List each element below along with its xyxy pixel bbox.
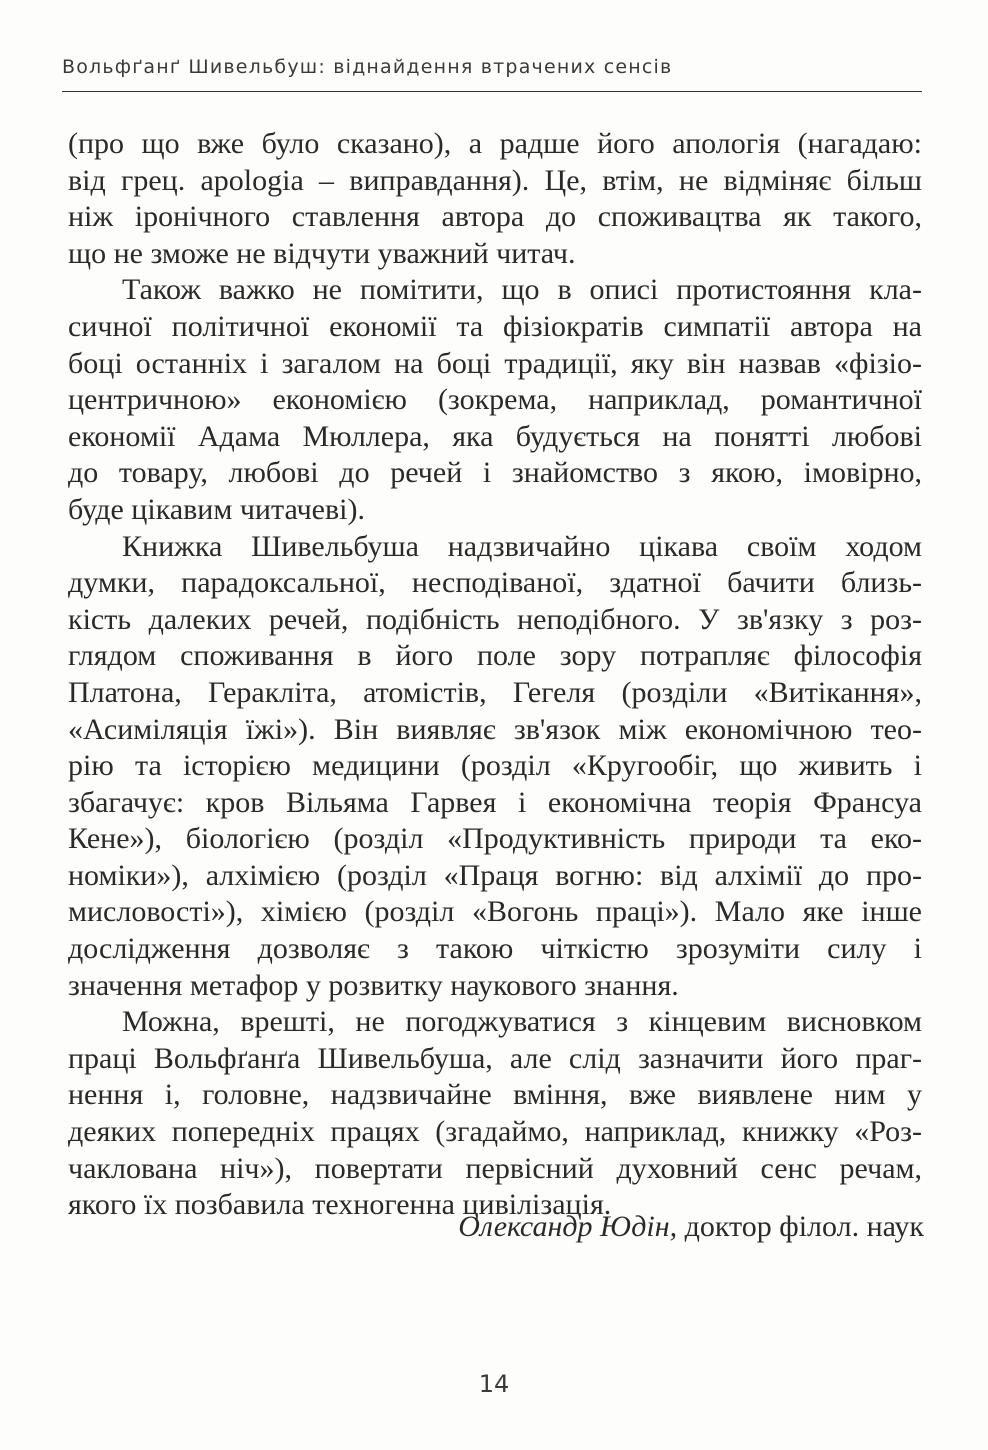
paragraph-line: праці Вольфґанґа Шивельбуша, але слід зазначити його праг-	[68, 1041, 922, 1075]
paragraph-line: центричною» економією (зокрема, наприклад, романтичної	[68, 383, 922, 417]
paragraph-line: Можна, врешті, не погоджуватися з кінцевим висновком	[122, 1005, 922, 1039]
paragraph-line: значення метафор у розвитку наукового знання.	[68, 968, 679, 1002]
paragraph-line: що не зможе не відчути уважний читач.	[68, 236, 576, 270]
signature-credentials: доктор філол. наук	[677, 1210, 924, 1243]
paragraph-line: нення і, головне, надзвичайне вміння, вже виявлене ним у	[68, 1078, 922, 1112]
paragraph-line: номіки»), алхімією (розділ «Праця вогню: від алхімії до про-	[68, 858, 922, 892]
paragraph-line: збагачує: кров Вільяма Гарвея і економічна теорія Франсуа	[68, 785, 922, 819]
signature	[458, 1210, 924, 1244]
paragraph-line: «Асиміляція їжі»). Він виявляє зв'язок між економічною тео-	[68, 712, 922, 746]
paragraph-line: мисловості»), хімією (розділ «Вогонь праці»). Мало яке інше	[68, 895, 922, 929]
paragraph-line: глядом споживання в його поле зору потрапляє філософія	[68, 639, 922, 673]
paragraph-line: боці останніх і загалом на боці традиції, яку він назвав «фізіо-	[68, 346, 922, 380]
paragraph-line: дослідження дозволяє з такою чіткістю зрозуміти силу і	[68, 932, 922, 966]
paragraph-line: якого їх позбавила техногенна цивілізація.	[68, 1188, 612, 1222]
paragraph-line: економії Адама Мюллера, яка будується на понятті любові	[68, 419, 922, 453]
paragraph-line: (про що вже було сказано), а радше його апологія (нагадаю:	[68, 127, 922, 160]
paragraph-line: Кене»), біологією (розділ «Продуктивність природи та еко-	[68, 822, 922, 856]
paragraph-line: чаклована ніч»), повертати первісний духовний сенс речам,	[68, 1151, 922, 1185]
paragraph-line: Книжка Шивельбуша надзвичайно цікава своїм ходом	[122, 529, 922, 563]
page-number: 14	[478, 1370, 510, 1398]
paragraph-line: Платона, Геракліта, атомістів, Гегеля (розділи «Витікання»,	[68, 675, 922, 709]
body-text	[68, 126, 922, 1224]
paragraph-line: рію та історією медицини (розділ «Кругообіг, що живить і	[68, 749, 922, 783]
paragraph-line: ніж іронічного ставлення автора до споживацтва як такого,	[68, 200, 922, 234]
paragraph-line: до товару, любові до речей і знайомство з якою, імовірно,	[68, 456, 922, 490]
paragraph-line: сичної політичної економії та фізіократів симпатії автора на	[68, 309, 922, 343]
paragraph-line: кість далеких речей, подібність неподібного. У зв'язку з роз-	[68, 602, 922, 636]
paragraph-line: деяких попередніх працях (згадаймо, наприклад, книжку «Роз-	[68, 1115, 922, 1149]
paragraph-line: Також важко не помітити, що в описі протистояння кла-	[122, 273, 922, 307]
paragraph-line: від грец. apologia – виправдання). Це, втім, не відміняє більш	[68, 163, 922, 197]
signature-author: Олександр Юдін,	[458, 1210, 678, 1243]
running-head: Вольфґанґ Шивельбуш: віднайдення втрачених сенсів	[62, 56, 673, 78]
header-rule	[62, 91, 922, 92]
paragraph-line: буде цікавим читачеві).	[68, 492, 365, 526]
paragraph-line: думки, парадоксальної, несподіваної, здатної бачити близь-	[68, 566, 922, 600]
